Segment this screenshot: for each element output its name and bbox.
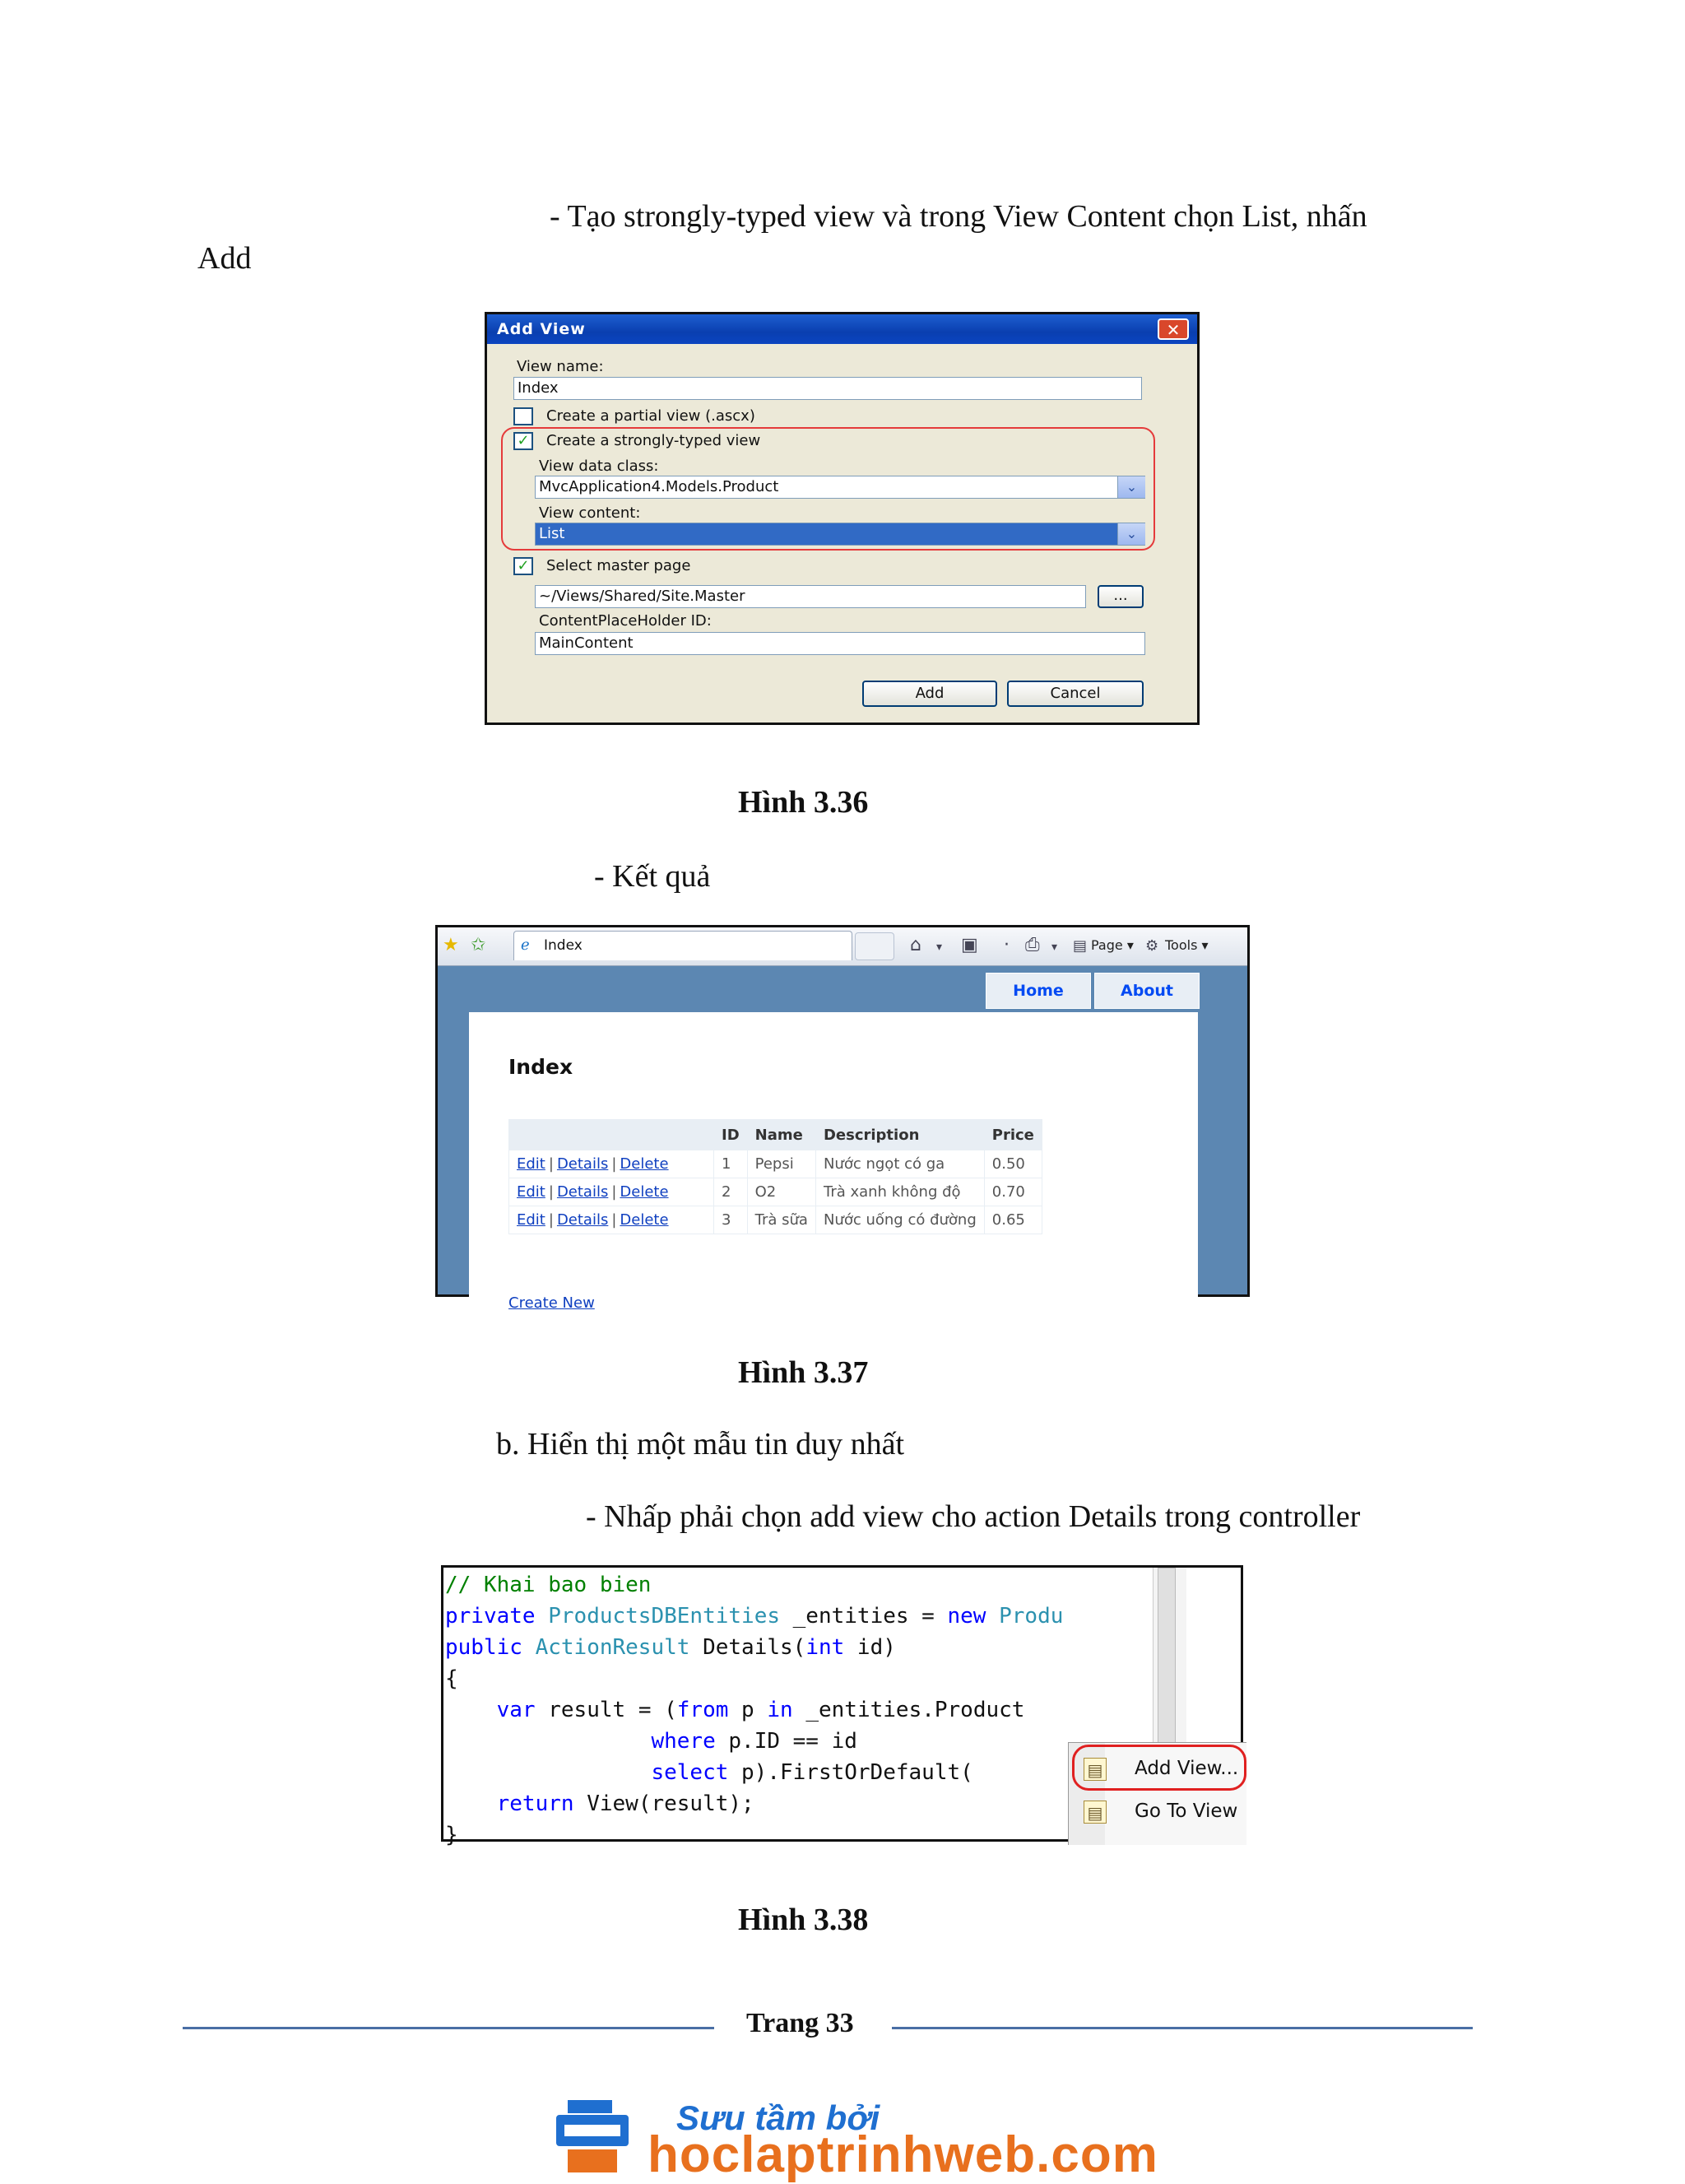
details-link[interactable]: Details — [556, 1211, 609, 1229]
page-title: Index — [508, 1055, 573, 1079]
code-comment: // Khai bao bien — [445, 1573, 652, 1597]
link-separator: | — [548, 1183, 554, 1201]
chevron-down-icon[interactable]: ⌄ — [1117, 476, 1145, 498]
page-menu[interactable]: Page ▾ — [1091, 937, 1134, 953]
table-row — [509, 1206, 1042, 1234]
browser-toolbar — [438, 927, 1247, 966]
favorites-star-icon[interactable]: ★ — [443, 935, 459, 955]
row-actions — [509, 1206, 714, 1234]
gear-icon: ⚙ — [1145, 937, 1159, 955]
strongly-typed-label: Create a strongly-typed view — [546, 432, 761, 449]
cell-description: Trà xanh không độ — [815, 1178, 984, 1206]
tools-menu[interactable]: Tools ▾ — [1165, 937, 1209, 953]
table-row — [509, 1150, 1042, 1178]
link-separator: | — [611, 1183, 617, 1201]
feeds-icon[interactable]: ▣ — [961, 935, 978, 955]
scrollbar-thumb[interactable] — [1158, 1568, 1176, 1762]
cell-name: Pepsi — [747, 1150, 815, 1178]
details-link[interactable]: Details — [556, 1155, 609, 1173]
edit-link[interactable]: Edit — [517, 1211, 545, 1229]
partial-view-checkbox[interactable] — [513, 407, 533, 425]
context-menu — [1068, 1742, 1246, 1845]
print-icon[interactable]: ⎙ — [1025, 935, 1040, 955]
hoclaptrinhweb-logo-icon — [553, 2097, 632, 2176]
new-tab-button[interactable] — [855, 932, 894, 960]
browse-button[interactable]: ... — [1098, 585, 1144, 608]
column-header: Description — [815, 1120, 984, 1150]
cell-price: 0.70 — [984, 1178, 1042, 1206]
figure-caption-3-38: Hình 3.38 — [738, 1903, 869, 1937]
result-label: - Kết quả — [594, 859, 711, 894]
mail-icon[interactable]: · — [1004, 935, 1010, 955]
master-page-label: Select master page — [546, 557, 691, 574]
figure-caption-3-37: Hình 3.37 — [738, 1355, 869, 1390]
cell-description: Nước uống có đường — [815, 1206, 984, 1234]
cell-id: 2 — [714, 1178, 748, 1206]
browser-tab[interactable] — [513, 931, 852, 960]
view-data-class-label: View data class: — [539, 458, 659, 475]
placeholder-id-label: ContentPlaceHolder ID: — [539, 612, 712, 630]
delete-link[interactable]: Delete — [620, 1155, 669, 1173]
strongly-typed-checkbox[interactable]: ✓ — [513, 432, 533, 450]
delete-link[interactable]: Delete — [620, 1183, 669, 1201]
close-button[interactable]: ✕ — [1158, 318, 1189, 340]
link-separator: | — [548, 1155, 554, 1173]
column-header — [509, 1120, 714, 1150]
footer-rule-left — [183, 2027, 714, 2029]
cell-name: Trà sữa — [747, 1206, 815, 1234]
view-data-class-select[interactable]: MvcApplication4.Models.Product — [535, 476, 1145, 499]
cell-id: 1 — [714, 1150, 748, 1178]
footer-rule-right — [892, 2027, 1473, 2029]
cancel-button[interactable]: Cancel — [1007, 681, 1144, 707]
menu-item-add-view[interactable]: Add View... — [1135, 1758, 1239, 1779]
column-header: Name — [747, 1120, 815, 1150]
cell-price: 0.65 — [984, 1206, 1042, 1234]
nav-about-tab[interactable]: About — [1094, 973, 1200, 1009]
add-view-icon: ▤ — [1084, 1758, 1107, 1781]
link-separator: | — [611, 1155, 617, 1173]
add-favorite-icon[interactable]: ✩ — [471, 935, 486, 955]
nav-home-tab[interactable]: Home — [986, 973, 1091, 1009]
products-table — [508, 1119, 1042, 1234]
link-separator: | — [611, 1211, 617, 1229]
code-block: // Khai bao bien private ProductsDBEntities _entities = new Produ public ActionResult Details(int id) { var result = (from p in _entities.Product where p.ID == id select p).FirstOrDefault( return View(result); } — [445, 1573, 1064, 1847]
chevron-down-icon[interactable]: ▾ — [1051, 941, 1058, 954]
master-page-checkbox[interactable]: ✓ — [513, 557, 533, 575]
cell-price: 0.50 — [984, 1150, 1042, 1178]
logo-tagline: Sưu tầm bởi — [676, 2098, 880, 2137]
logo-wordmark: hoclaptrinhweb.com — [648, 2126, 1158, 2183]
delete-link[interactable]: Delete — [620, 1211, 669, 1229]
edit-link[interactable]: Edit — [517, 1183, 545, 1201]
edit-link[interactable]: Edit — [517, 1155, 545, 1173]
view-content-label: View content: — [539, 504, 641, 522]
column-header: ID — [714, 1120, 748, 1150]
dialog-title: Add View — [487, 314, 1197, 344]
row-actions — [509, 1150, 714, 1178]
go-to-view-icon: ▤ — [1084, 1801, 1107, 1824]
figure-caption-3-36: Hình 3.36 — [738, 785, 869, 820]
view-name-label: View name: — [517, 358, 604, 375]
step-instruction: - Nhấp phải chọn add view cho action Details trong controller — [586, 1499, 1361, 1534]
link-separator: | — [548, 1211, 554, 1229]
browser-window — [435, 925, 1250, 1312]
add-button[interactable]: Add — [862, 681, 997, 707]
code-editor — [441, 1565, 1243, 1847]
home-icon[interactable]: ⌂ — [910, 935, 921, 955]
intro-line-1: - Tạo strongly-typed view và trong View Content chọn List, nhấn — [550, 199, 1367, 234]
chevron-down-icon[interactable]: ⌄ — [1117, 523, 1145, 545]
view-content-select[interactable]: List — [535, 523, 1145, 546]
partial-view-label: Create a partial view (.ascx) — [546, 407, 755, 425]
column-header: Price — [984, 1120, 1042, 1150]
placeholder-id-input[interactable]: MainContent — [535, 632, 1145, 655]
chevron-down-icon[interactable]: ▾ — [936, 941, 943, 954]
add-view-dialog — [485, 312, 1200, 725]
table-header-row — [509, 1120, 1042, 1150]
details-link[interactable]: Details — [556, 1183, 609, 1201]
row-actions — [509, 1178, 714, 1206]
ie-page-icon: ℯ — [521, 936, 530, 954]
section-heading: b. Hiển thị một mẫu tin duy nhất — [496, 1427, 905, 1461]
page-number: Trang 33 — [746, 2008, 854, 2038]
view-name-input[interactable]: Index — [513, 377, 1142, 400]
cell-id: 3 — [714, 1206, 748, 1234]
master-page-input[interactable]: ~/Views/Shared/Site.Master — [535, 585, 1086, 608]
page-icon: ▤ — [1073, 937, 1088, 955]
cell-name: O2 — [747, 1178, 815, 1206]
menu-item-go-to-view[interactable]: Go To View — [1135, 1801, 1238, 1822]
create-new-link[interactable]: Create New — [508, 1294, 595, 1312]
page-content — [469, 1012, 1198, 1312]
intro-line-2: Add — [197, 241, 252, 276]
tab-title: Index — [544, 937, 583, 954]
cell-description: Nước ngọt có ga — [815, 1150, 984, 1178]
table-row — [509, 1178, 1042, 1206]
